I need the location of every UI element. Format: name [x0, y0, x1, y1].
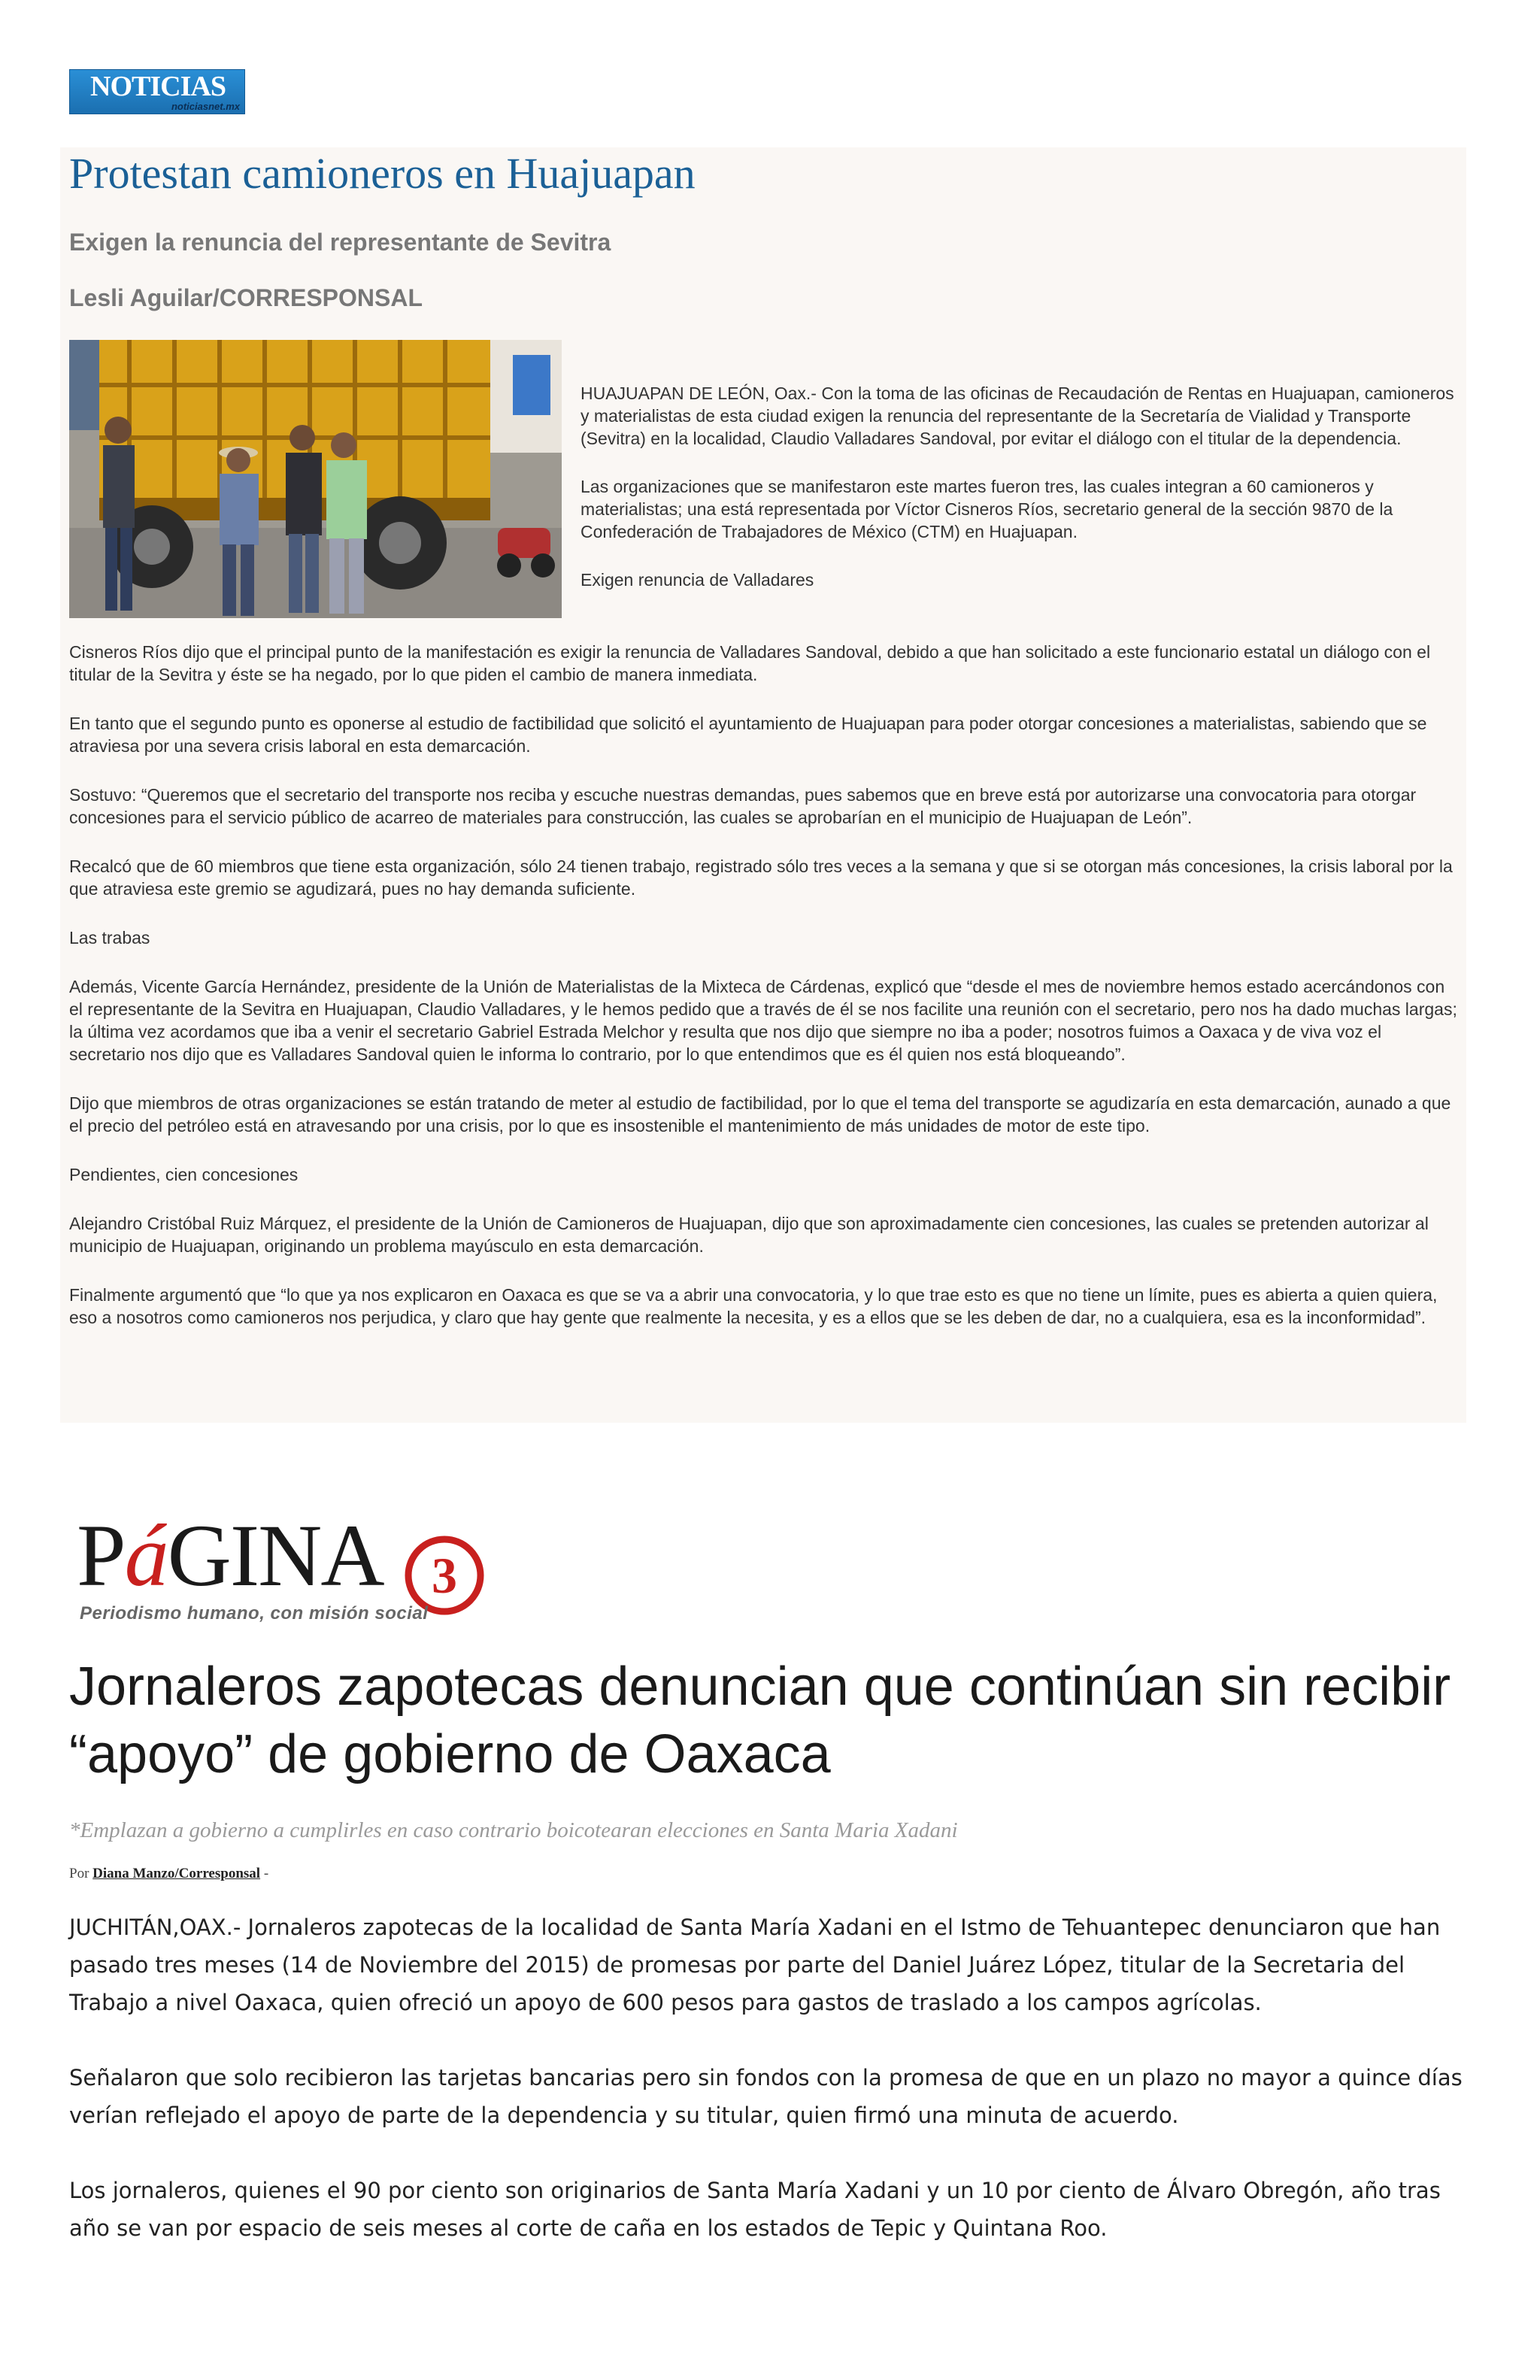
article-lead: [581, 382, 1460, 617]
article-body: [69, 1909, 1475, 2284]
article-body: [69, 641, 1460, 1355]
lead-paragraph: Las organizaciones que se manifestaron este martes fueron tres, las cuales integran a 60 camioneros y materialistas; una está representada por Víctor Cisneros Ríos, secretario general de la sección 9870 de la Confederación de Trabajadores de México (CTM) en Huajuapan.: [581, 477, 1393, 541]
article-kicker: *Emplazan a gobierno a cumplirles en caso contrario boicotearan elecciones en Santa Maria Xadani: [69, 1818, 958, 1842]
body-paragraph: Cisneros Ríos dijo que el principal punto de la manifestación es exigir la renuncia de Valladares Sandoval, debido a que han solicitado a este funcionario estatal un diálogo con el titular de la Sevitra y éste se ha negado, por lo que piden el cambio de manera inmediata.: [69, 642, 1431, 684]
body-paragraph: Señalaron que solo recibieron las tarjetas bancarias pero sin fondos con la promesa de que en un plazo no mayor a quince días verían reflejado el apoyo de parte de la dependencia y su titular, quien firmó una minuta de acuerdo.: [69, 2065, 1463, 2128]
article-title: Jornaleros zapotecas denuncian que continúan sin recibir “apoyo” de gobierno de Oaxaca: [69, 1657, 1451, 1784]
body-paragraph: En tanto que el segundo punto es oponerse al estudio de factibilidad que solicitó el ayuntamiento de Huajuapan para poder otorgar concesiones a materialistas, sabiendo que se atraviesa por una severa crisis laboral en esta demarcación.: [69, 714, 1427, 756]
body-paragraph: Recalcó que de 60 miembros que tiene esta organización, sólo 24 tienen trabajo, registrado sólo tres veces a la semana y que si se otorgan más concesiones, la crisis laboral por la que atraviesa este gremio se agudizará, pues no hay demanda suficiente.: [69, 856, 1453, 899]
pagina3-number: 3: [432, 1547, 457, 1604]
section-heading: Las trabas: [69, 928, 150, 947]
noticias-logo: [69, 69, 245, 114]
body-paragraph: Finalmente argumentó que “lo que ya nos explicaron en Oaxaca es que se va a abrir una convocatoria, y lo que trae esto es que no tiene un límite, pues es abierta a quien quiera, eso a nosotros como camioneros nos perjudica, y claro que hay gente que realmente la necesita, y es a ellos que se les deben de dar, no a cualquiera, esa es la inconformidad”.: [69, 1285, 1438, 1327]
article-title: Protestan camioneros en Huajuapan: [69, 149, 696, 198]
article-photo: [69, 340, 562, 618]
section-heading: Exigen renuncia de Valladares: [581, 570, 814, 590]
body-paragraph: Además, Vicente García Hernández, presidente de la Unión de Materialistas de la Mixteca de Cárdenas, explicó que “desde el mes de noviembre hemos estado acercándonos con el representante de la Sevitra en Huajuapan, Claudio Valladares, y le hemos pedido que a través de él se nos facilite una reunión con el secretario, pero nos ha dado muchas largas; la última vez acordamos que iba a venir el secretario Gabriel Estrada Melchor y resulta que nos dijo que siempre no iba a poder; nosotros fuimos a Oaxaca y de viva voz el secretario nos dijo que es Valladares Sandoval quien le informa lo contrario, por lo que entendimos que es él quien nos está bloqueando”.: [69, 977, 1457, 1064]
body-paragraph: Alejandro Cristóbal Ruiz Márquez, el presidente de la Unión de Camioneros de Huajuapan, dijo que son aproximadamente cien concesiones, las cuales se pretenden autorizar al municipio de Huajuapan, originando un problema mayúsculo en esta demarcación.: [69, 1214, 1429, 1256]
dump-truck-photo: [69, 340, 562, 618]
pagina3-tagline: Periodismo humano, con misión social: [80, 1603, 429, 1624]
article-byline: [69, 1865, 268, 1883]
pagina3-logo: [72, 1504, 508, 1632]
section-heading: Pendientes, cien concesiones: [69, 1165, 299, 1184]
body-paragraph: Los jornaleros, quienes el 90 por ciento son originarios de Santa María Xadani y un 10 por ciento de Álvaro Obregón, año tras año se van por espacio de seis meses al corte de caña en los estados de Tepic y Quintana Roo.: [69, 2178, 1441, 2241]
lead-paragraph: HUAJUAPAN DE LEÓN, Oax.- Con la toma de las oficinas de Recaudación de Rentas en Huajuapan, camioneros y materialistas de esta ciudad exigen la renuncia del representante de la Secretaría de Vialidad y Transporte (Sevitra) en la localidad, Claudio Valladares Sandoval, por evitar el diálogo con el titular de la dependencia.: [581, 384, 1454, 448]
byline-suffix: -: [263, 1866, 269, 1881]
article-subtitle: Exigen la renuncia del representante de Sevitra: [69, 229, 611, 256]
article-author: Lesli Aguilar/CORRESPONSAL: [69, 284, 423, 311]
noticias-logo-text: NOTICIAS: [90, 71, 226, 102]
body-paragraph: JUCHITÁN,OAX.- Jornaleros zapotecas de la localidad de Santa María Xadani en el Istmo de Tehuantepec denunciaron que han pasado tres meses (14 de Noviembre del 2015) de promesas por parte del Daniel Juárez López, titular de la Secretaria del Trabajo a nivel Oaxaca, quien ofreció un apoyo de 600 pesos para gastos de traslado a los campos agrícolas.: [69, 1915, 1441, 2015]
author-link[interactable]: Diana Manzo/Corresponsal: [92, 1866, 261, 1881]
noticias-logo-subtext: noticiasnet.mx: [171, 101, 240, 112]
pagina3-wordmark: PáGINA: [77, 1506, 383, 1605]
body-paragraph: Dijo que miembros de otras organizaciones se están tratando de meter al estudio de factibilidad, por lo que el tema del transporte se agudizaría en esta demarcación, aunado a que el precio del petróleo está en atravesando por una crisis, por lo que es insostenible el mantenimiento de más unidades de motor de este tipo.: [69, 1093, 1451, 1135]
body-paragraph: Sostuvo: “Queremos que el secretario del transporte nos reciba y escuche nuestras demandas, pues sabemos que en breve está por autorizarse una convocatoria para otorgar concesiones para el servicio público de acarreo de materiales para construcción, las cuales se aprobarían en el municipio de Huajuapan de León”.: [69, 785, 1417, 827]
byline-prefix: Por: [69, 1866, 89, 1881]
